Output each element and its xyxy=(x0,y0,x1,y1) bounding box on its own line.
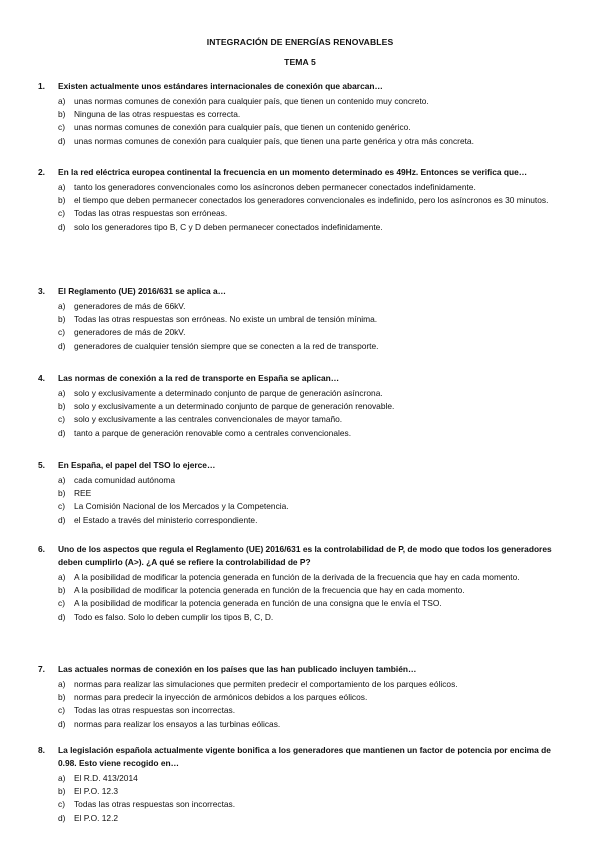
option-letter: a) xyxy=(58,388,66,398)
option-text: el tiempo que deben permanecer conectados los generadores convencionales es indefinido, pero los asíncronos es 30 minutos. xyxy=(74,195,549,206)
answer-option xyxy=(58,772,568,785)
answer-option xyxy=(58,340,568,353)
answer-option xyxy=(58,121,568,134)
question-2 xyxy=(38,166,568,234)
answer-option xyxy=(58,474,568,487)
answer-option xyxy=(58,514,568,527)
answer-option xyxy=(58,812,568,825)
option-letter: a) xyxy=(58,182,66,192)
question-number: 7. xyxy=(38,664,45,674)
option-text: el Estado a través del ministerio correspondiente. xyxy=(74,514,258,525)
answer-option xyxy=(58,135,568,148)
answer-option xyxy=(58,427,568,440)
option-text: generadores de más de 20kV. xyxy=(74,327,186,338)
question-6 xyxy=(38,543,568,624)
option-text: A la posibilidad de modificar la potencia generada en función de la derivada de la frecuencia que hay en cada momento. xyxy=(74,572,520,582)
answer-option xyxy=(58,108,568,121)
option-text: generadores de cualquier tensión siempre que se conecten a la red de transporte. xyxy=(74,340,379,351)
question-number: 1. xyxy=(38,81,45,91)
option-letter: b) xyxy=(58,585,66,596)
question-number: 8. xyxy=(38,745,45,755)
option-letter: d) xyxy=(58,514,66,525)
option-text: El P.O. 12.2 xyxy=(74,812,119,823)
answer-option xyxy=(58,413,568,426)
answer-option xyxy=(58,584,568,597)
answer-option xyxy=(58,785,568,798)
answer-option xyxy=(58,718,568,731)
option-letter: c) xyxy=(58,208,65,219)
question-8 xyxy=(38,744,568,825)
option-letter: d) xyxy=(58,221,66,232)
answer-option xyxy=(58,95,568,108)
question-7 xyxy=(38,663,568,731)
option-letter: c) xyxy=(58,799,65,810)
question-3 xyxy=(38,285,568,353)
option-letter: d) xyxy=(58,812,66,823)
question-4 xyxy=(38,372,568,440)
option-text: normas para realizar los ensayos a las turbinas eólicas. xyxy=(74,718,281,729)
option-letter: a) xyxy=(58,475,66,485)
question-number: 4. xyxy=(38,373,45,383)
answer-options xyxy=(38,181,568,234)
option-text: tanto los generadores convencionales como los asíncronos deben permanecer conectados indefinidamente. xyxy=(74,182,476,192)
option-text: La Comisión Nacional de los Mercados y la Competencia. xyxy=(74,501,289,512)
answer-options xyxy=(38,474,568,527)
question-stem xyxy=(38,285,568,298)
question-stem xyxy=(38,166,568,179)
question-text: En España, el papel del TSO lo ejerce… xyxy=(58,460,216,470)
option-text: solo y exclusivamente a las centrales convencionales de mayor tamaño. xyxy=(74,414,343,425)
answer-option xyxy=(58,313,568,326)
option-letter: d) xyxy=(58,718,66,729)
answer-option xyxy=(58,678,568,691)
question-number: 3. xyxy=(38,286,45,296)
option-text: Todas las otras respuestas son incorrectas. xyxy=(74,799,236,810)
answer-options xyxy=(38,95,568,148)
answer-option xyxy=(58,704,568,717)
option-text: A la posibilidad de modificar la potencia generada en función de la frecuencia que hay en cada momento. xyxy=(74,585,465,596)
option-text: tanto a parque de generación renovable como a centrales convencionales. xyxy=(74,427,352,438)
question-1 xyxy=(38,80,568,148)
answer-option xyxy=(58,400,568,413)
document-subtitle: TEMA 5 xyxy=(284,57,316,67)
option-letter: c) xyxy=(58,705,65,716)
question-stem xyxy=(38,459,568,472)
option-letter: d) xyxy=(58,427,66,438)
question-stem xyxy=(38,372,568,385)
question-5 xyxy=(38,459,568,527)
answer-options xyxy=(38,300,568,353)
question-stem xyxy=(38,744,568,770)
answer-option xyxy=(58,181,568,194)
question-number: 2. xyxy=(38,167,45,177)
option-letter: a) xyxy=(58,572,66,582)
question-number: 5. xyxy=(38,460,45,470)
option-text: A la posibilidad de modificar la potencia generada en función de una consigna que le envía el TSO. xyxy=(74,598,442,609)
answer-options xyxy=(38,678,568,731)
option-letter: a) xyxy=(58,96,66,106)
answer-option xyxy=(58,194,568,207)
option-letter: a) xyxy=(58,301,66,311)
option-text: normas para realizar las simulaciones que permiten predecir el comportamiento de los parques eólicos. xyxy=(74,679,458,689)
option-letter: d) xyxy=(58,135,66,146)
question-text: En la red eléctrica europea continental la frecuencia en un momento determinado es 49Hz. Entonces se verifica que… xyxy=(58,167,528,177)
option-letter: c) xyxy=(58,501,65,512)
option-letter: d) xyxy=(58,611,66,622)
option-text: normas para predecir la inyección de armónicos debidos a los parques eólicos. xyxy=(74,692,368,703)
answer-option xyxy=(58,326,568,339)
answer-option xyxy=(58,207,568,220)
option-letter: c) xyxy=(58,122,65,133)
answer-option xyxy=(58,387,568,400)
question-text: Las normas de conexión a la red de transporte en España se aplican… xyxy=(58,373,340,383)
question-text: Uno de los aspectos que regula el Reglamento (UE) 2016/631 es la controlabilidad de P, de modo que todos los generadores deben cumplirlo (A>). ¿A qué se refiere la controlabilidad de P? xyxy=(58,544,552,567)
option-text: REE xyxy=(74,488,92,499)
option-letter: b) xyxy=(58,401,66,412)
answer-option xyxy=(58,487,568,500)
option-text: Ninguna de las otras respuestas es correcta. xyxy=(74,109,241,120)
question-text: La legislación española actualmente vigente bonifica a los generadores que mantienen un factor de potencia por encima de 0.98. Esto viene recogido en… xyxy=(58,745,551,768)
option-text: Todas las otras respuestas son erróneas. No existe un umbral de tensión mínima. xyxy=(74,314,378,325)
answer-option xyxy=(58,300,568,313)
option-text: Todas las otras respuestas son erróneas. xyxy=(74,208,228,219)
option-letter: b) xyxy=(58,314,66,325)
option-text: solo y exclusivamente a un determinado conjunto de parque de generación renovable. xyxy=(74,401,395,412)
option-letter: d) xyxy=(58,340,66,351)
question-text: Las actuales normas de conexión en los países que las han publicado incluyen también… xyxy=(58,664,417,674)
option-letter: b) xyxy=(58,786,66,797)
answer-option xyxy=(58,798,568,811)
option-text: unas normas comunes de conexión para cualquier país, que tienen un contenido muy concreto. xyxy=(74,96,429,106)
answer-option xyxy=(58,221,568,234)
answer-option xyxy=(58,691,568,704)
option-text: El R.D. 413/2014 xyxy=(74,773,138,783)
option-text: Todo es falso. Solo lo deben cumplir los tipos B, C, D. xyxy=(74,611,274,622)
option-letter: c) xyxy=(58,327,65,338)
option-letter: b) xyxy=(58,692,66,703)
document-title: INTEGRACIÓN DE ENERGÍAS RENOVABLES xyxy=(206,37,394,47)
option-letter: a) xyxy=(58,773,66,783)
option-text: Todas las otras respuestas son incorrectas. xyxy=(74,705,236,716)
option-letter: b) xyxy=(58,488,66,499)
option-text: unas normas comunes de conexión para cualquier país, que tienen un contenido genérico. xyxy=(74,122,411,133)
answer-options xyxy=(38,387,568,440)
option-text: generadores de más de 66kV. xyxy=(74,301,186,311)
answer-option xyxy=(58,500,568,513)
question-stem xyxy=(38,663,568,676)
question-text: Existen actualmente unos estándares internacionales de conexión que abarcan… xyxy=(58,81,383,91)
answer-options xyxy=(38,772,568,825)
answer-option xyxy=(58,597,568,610)
answer-option xyxy=(58,611,568,624)
option-letter: c) xyxy=(58,414,65,425)
option-letter: c) xyxy=(58,598,65,609)
option-text: El P.O. 12.3 xyxy=(74,786,119,797)
option-letter: a) xyxy=(58,679,66,689)
question-stem xyxy=(38,80,568,93)
option-letter: b) xyxy=(58,195,66,206)
answer-option xyxy=(58,571,568,584)
option-text: solo y exclusivamente a determinado conjunto de parque de generación asíncrona. xyxy=(74,388,383,398)
question-text: El Reglamento (UE) 2016/631 se aplica a… xyxy=(58,286,227,296)
question-number: 6. xyxy=(38,544,45,554)
option-text: unas normas comunes de conexión para cualquier país, que tienen una parte genérica y otra más concreta. xyxy=(74,135,474,146)
option-text: solo los generadores tipo B, C y D deben permanecer conectados indefinidamente. xyxy=(74,221,383,232)
answer-options xyxy=(38,571,568,624)
option-text: cada comunidad autónoma xyxy=(74,475,176,485)
question-stem xyxy=(38,543,568,569)
option-letter: b) xyxy=(58,109,66,120)
